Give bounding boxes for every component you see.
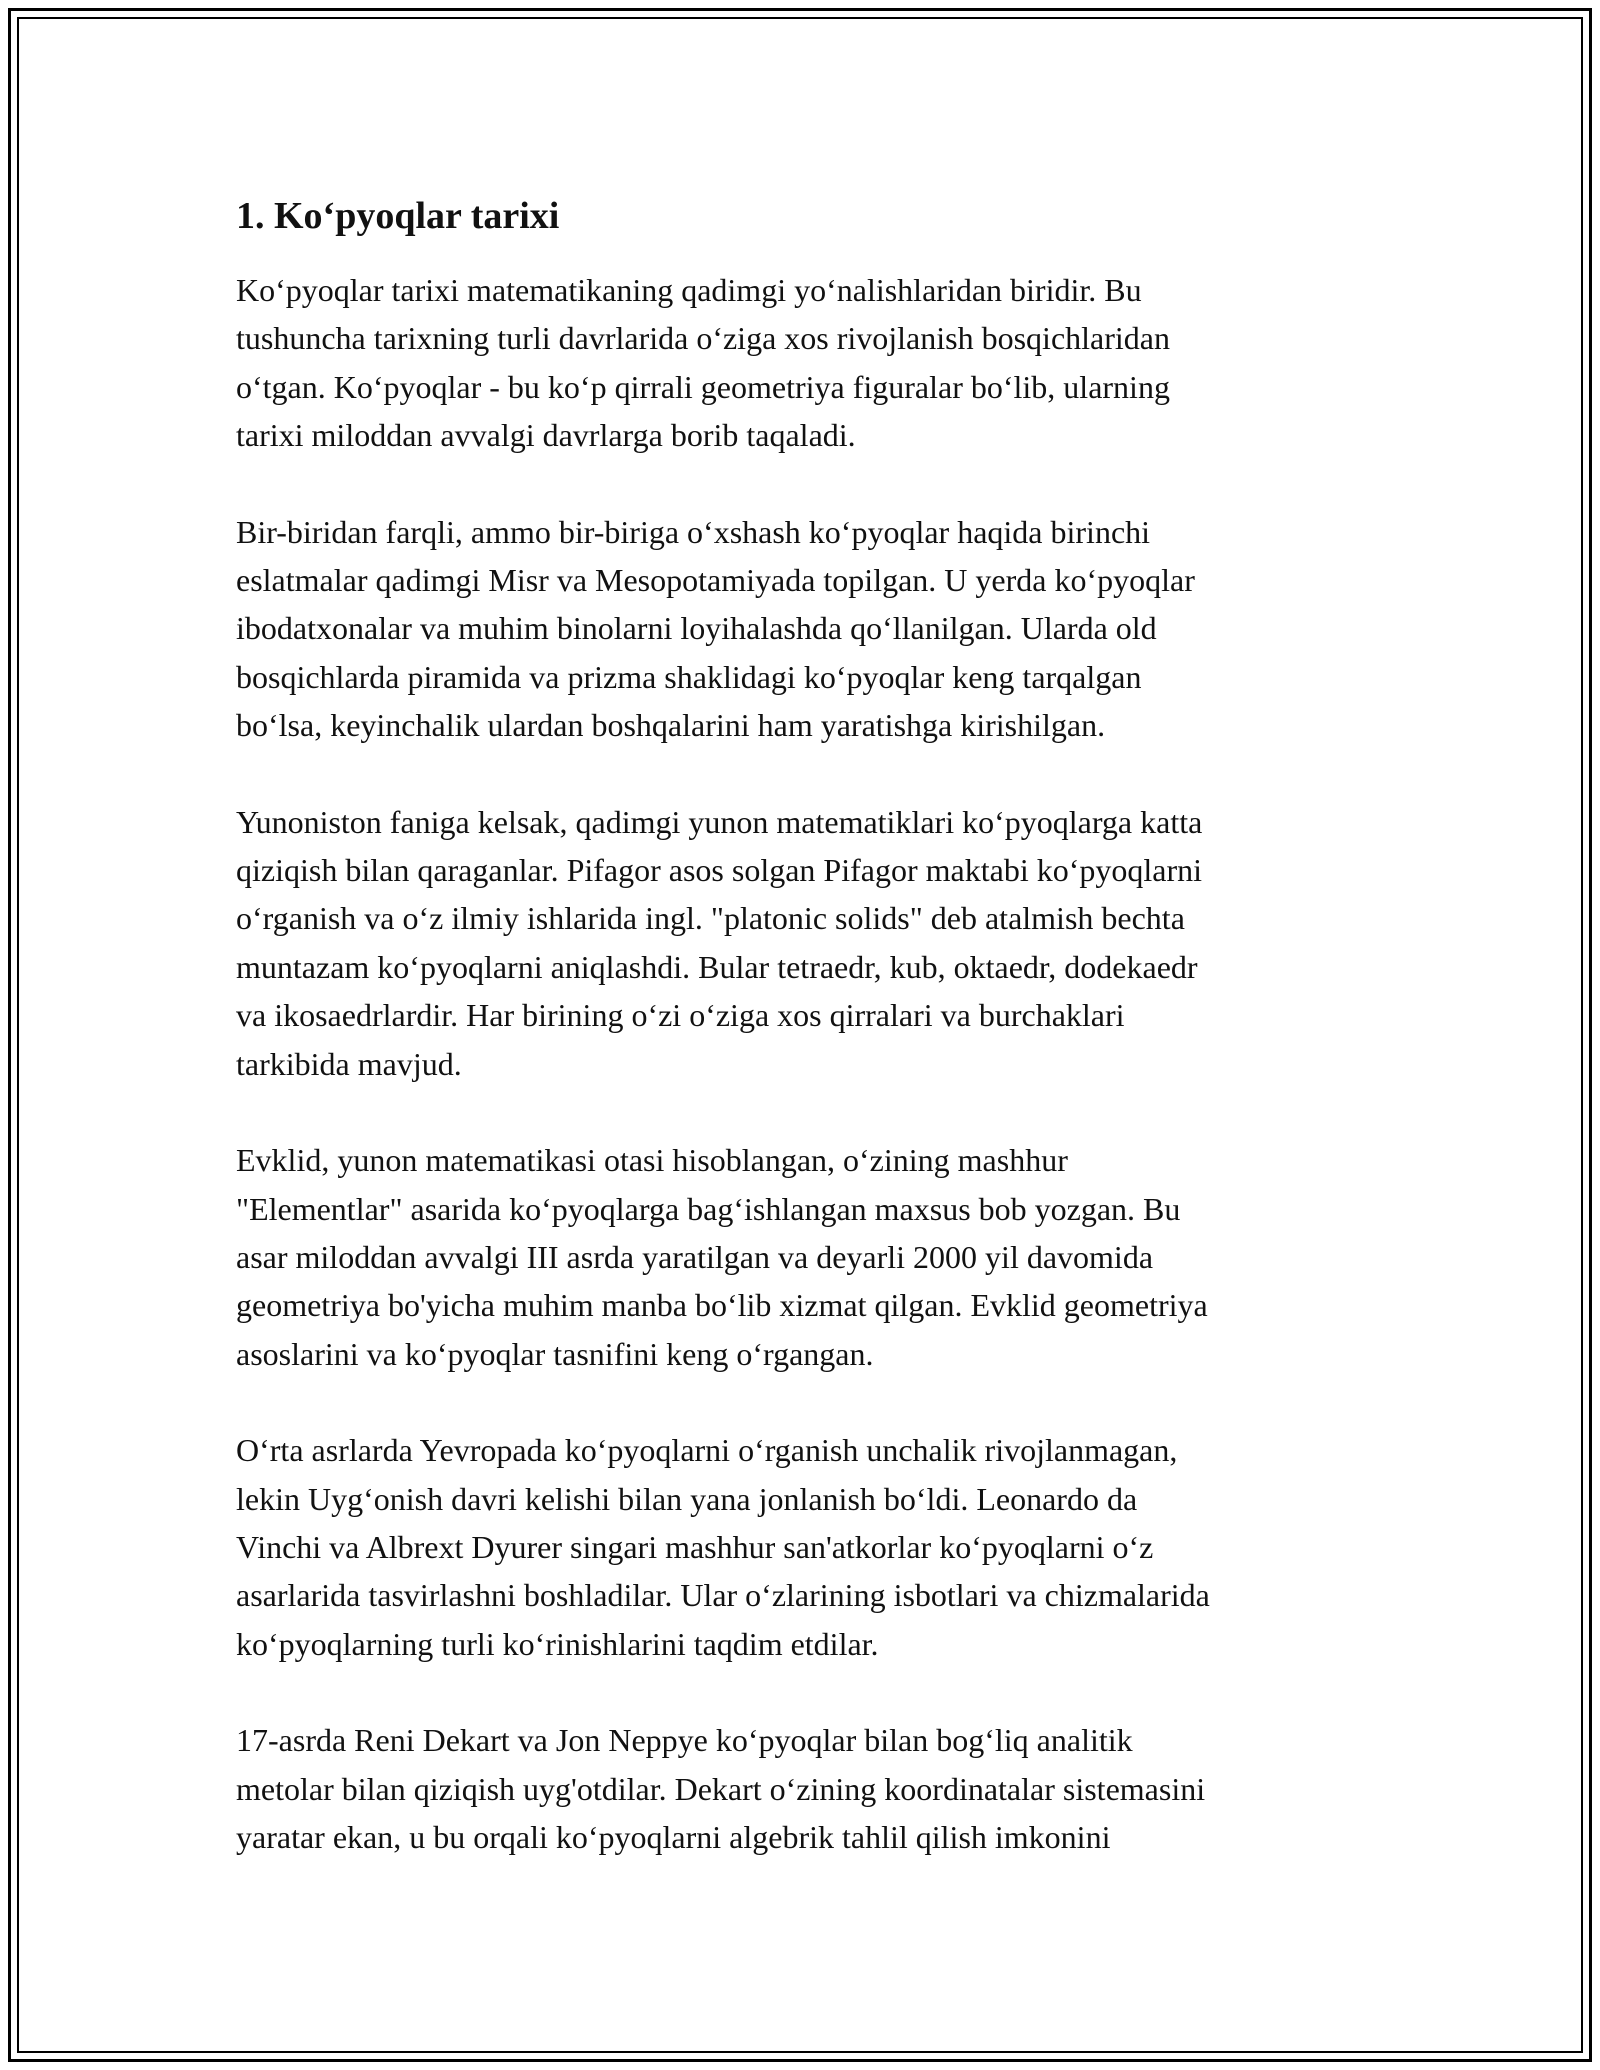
text-line: Vinchi va Albrext Dyurer singari mashhur san'atkorlar ko‘pyoqlarni o‘z: [236, 1528, 1154, 1565]
text-line: bo‘lsa, keyinchalik ulardan boshqalarini ham yaratishga kirishilgan.: [236, 707, 1106, 744]
paragraph: [236, 798, 1366, 1088]
text-line: va ikosaedrlardir. Har birining o‘zi o‘ziga xos qirralari va burchaklari: [236, 997, 1125, 1034]
text-line: Ko‘pyoqlar tarixi matematikaning qadimgi yo‘nalishlaridan biridir. Bu: [236, 272, 1142, 308]
text-line: lekin Uyg‘onish davri kelishi bilan yana jonlanish bo‘ldi. Leonardo da: [236, 1480, 1138, 1517]
paragraph: [236, 508, 1366, 750]
text-line: Yunoniston faniga kelsak, qadimgi yunon matematiklari ko‘pyoqlarga katta: [236, 803, 1203, 840]
text-line: "Elementlar" asarida ko‘pyoqlarga bag‘ishlangan maxsus bob yozgan. Bu: [236, 1190, 1181, 1227]
text-line: yaratar ekan, u bu orqali ko‘pyoqlarni algebrik tahlil qilish imkonini: [236, 1818, 1111, 1855]
text-line: O‘rta asrlarda Yevropada ko‘pyoqlarni o‘rganish unchalik rivojlanmagan,: [236, 1432, 1178, 1469]
text-line: 17-asrda Reni Dekart va Jon Neppye ko‘pyoqlar bilan bog‘liq analitik: [236, 1722, 1133, 1759]
paragraph: [236, 266, 1366, 460]
document-page: [236, 188, 1366, 1909]
text-line: tarkibida mavjud.: [236, 1045, 462, 1082]
paragraph: [236, 1716, 1366, 1861]
text-line: asarlarida tasvirlashni boshladilar. Ular o‘zlarining isbotlari va chizmalarida: [236, 1577, 1210, 1614]
text-line: ko‘pyoqlarning turli ko‘rinishlarini taqdim etdilar.: [236, 1625, 879, 1662]
text-line: Bir-biridan farqli, ammo bir-biriga o‘xshash ko‘pyoqlar haqida birinchi: [236, 513, 1151, 550]
text-line: eslatmalar qadimgi Misr va Mesopotamiyada topilgan. U yerda ko‘pyoqlar: [236, 562, 1195, 599]
paragraph: [236, 1136, 1366, 1378]
text-line: ibodatxonalar va muhim binolarni loyihalashda qo‘llanilgan. Ularda old: [236, 610, 1157, 647]
text-line: metolar bilan qiziqish uyg'otdilar. Dekart o‘zining koordinatalar sistemasini: [236, 1770, 1206, 1807]
text-line: asar miloddan avvalgi III asrda yaratilgan va deyarli 2000 yil davomida: [236, 1238, 1154, 1275]
text-line: o‘tgan. Ko‘pyoqlar - bu ko‘p qirrali geometriya figuralar bo‘lib, ularning: [236, 368, 1170, 405]
text-line: bosqichlarda piramida va prizma shaklidagi ko‘pyoqlar keng tarqalgan: [236, 658, 1142, 695]
text-line: geometriya bo'yicha muhim manba bo‘lib xizmat qilgan. Evklid geometriya: [236, 1287, 1208, 1324]
text-line: muntazam ko‘pyoqlarni aniqlashdi. Bular tetraedr, kub, oktaedr, dodekaedr: [236, 948, 1198, 985]
text-line: qiziqish bilan qaraganlar. Pifagor asos solgan Pifagor maktabi ko‘pyoqlarni: [236, 852, 1202, 889]
paragraph: [236, 1426, 1366, 1668]
text-line: tarixi miloddan avvalgi davrlarga borib taqaladi.: [236, 417, 856, 454]
text-line: asoslarini va ko‘pyoqlar tasnifini keng o‘rgangan.: [236, 1335, 874, 1372]
text-line: tushuncha tarixning turli davrlarida o‘ziga xos rivojlanish bosqichlaridan: [236, 320, 1170, 357]
text-line: Evklid, yunon matematikasi otasi hisoblangan, o‘zining mashhur: [236, 1142, 1068, 1179]
section-heading: 1. Ko‘pyoqlar tarixi: [236, 195, 560, 237]
text-line: o‘rganish va o‘z ilmiy ishlarida ingl. "platonic solids" deb atalmish bechta: [236, 900, 1185, 937]
